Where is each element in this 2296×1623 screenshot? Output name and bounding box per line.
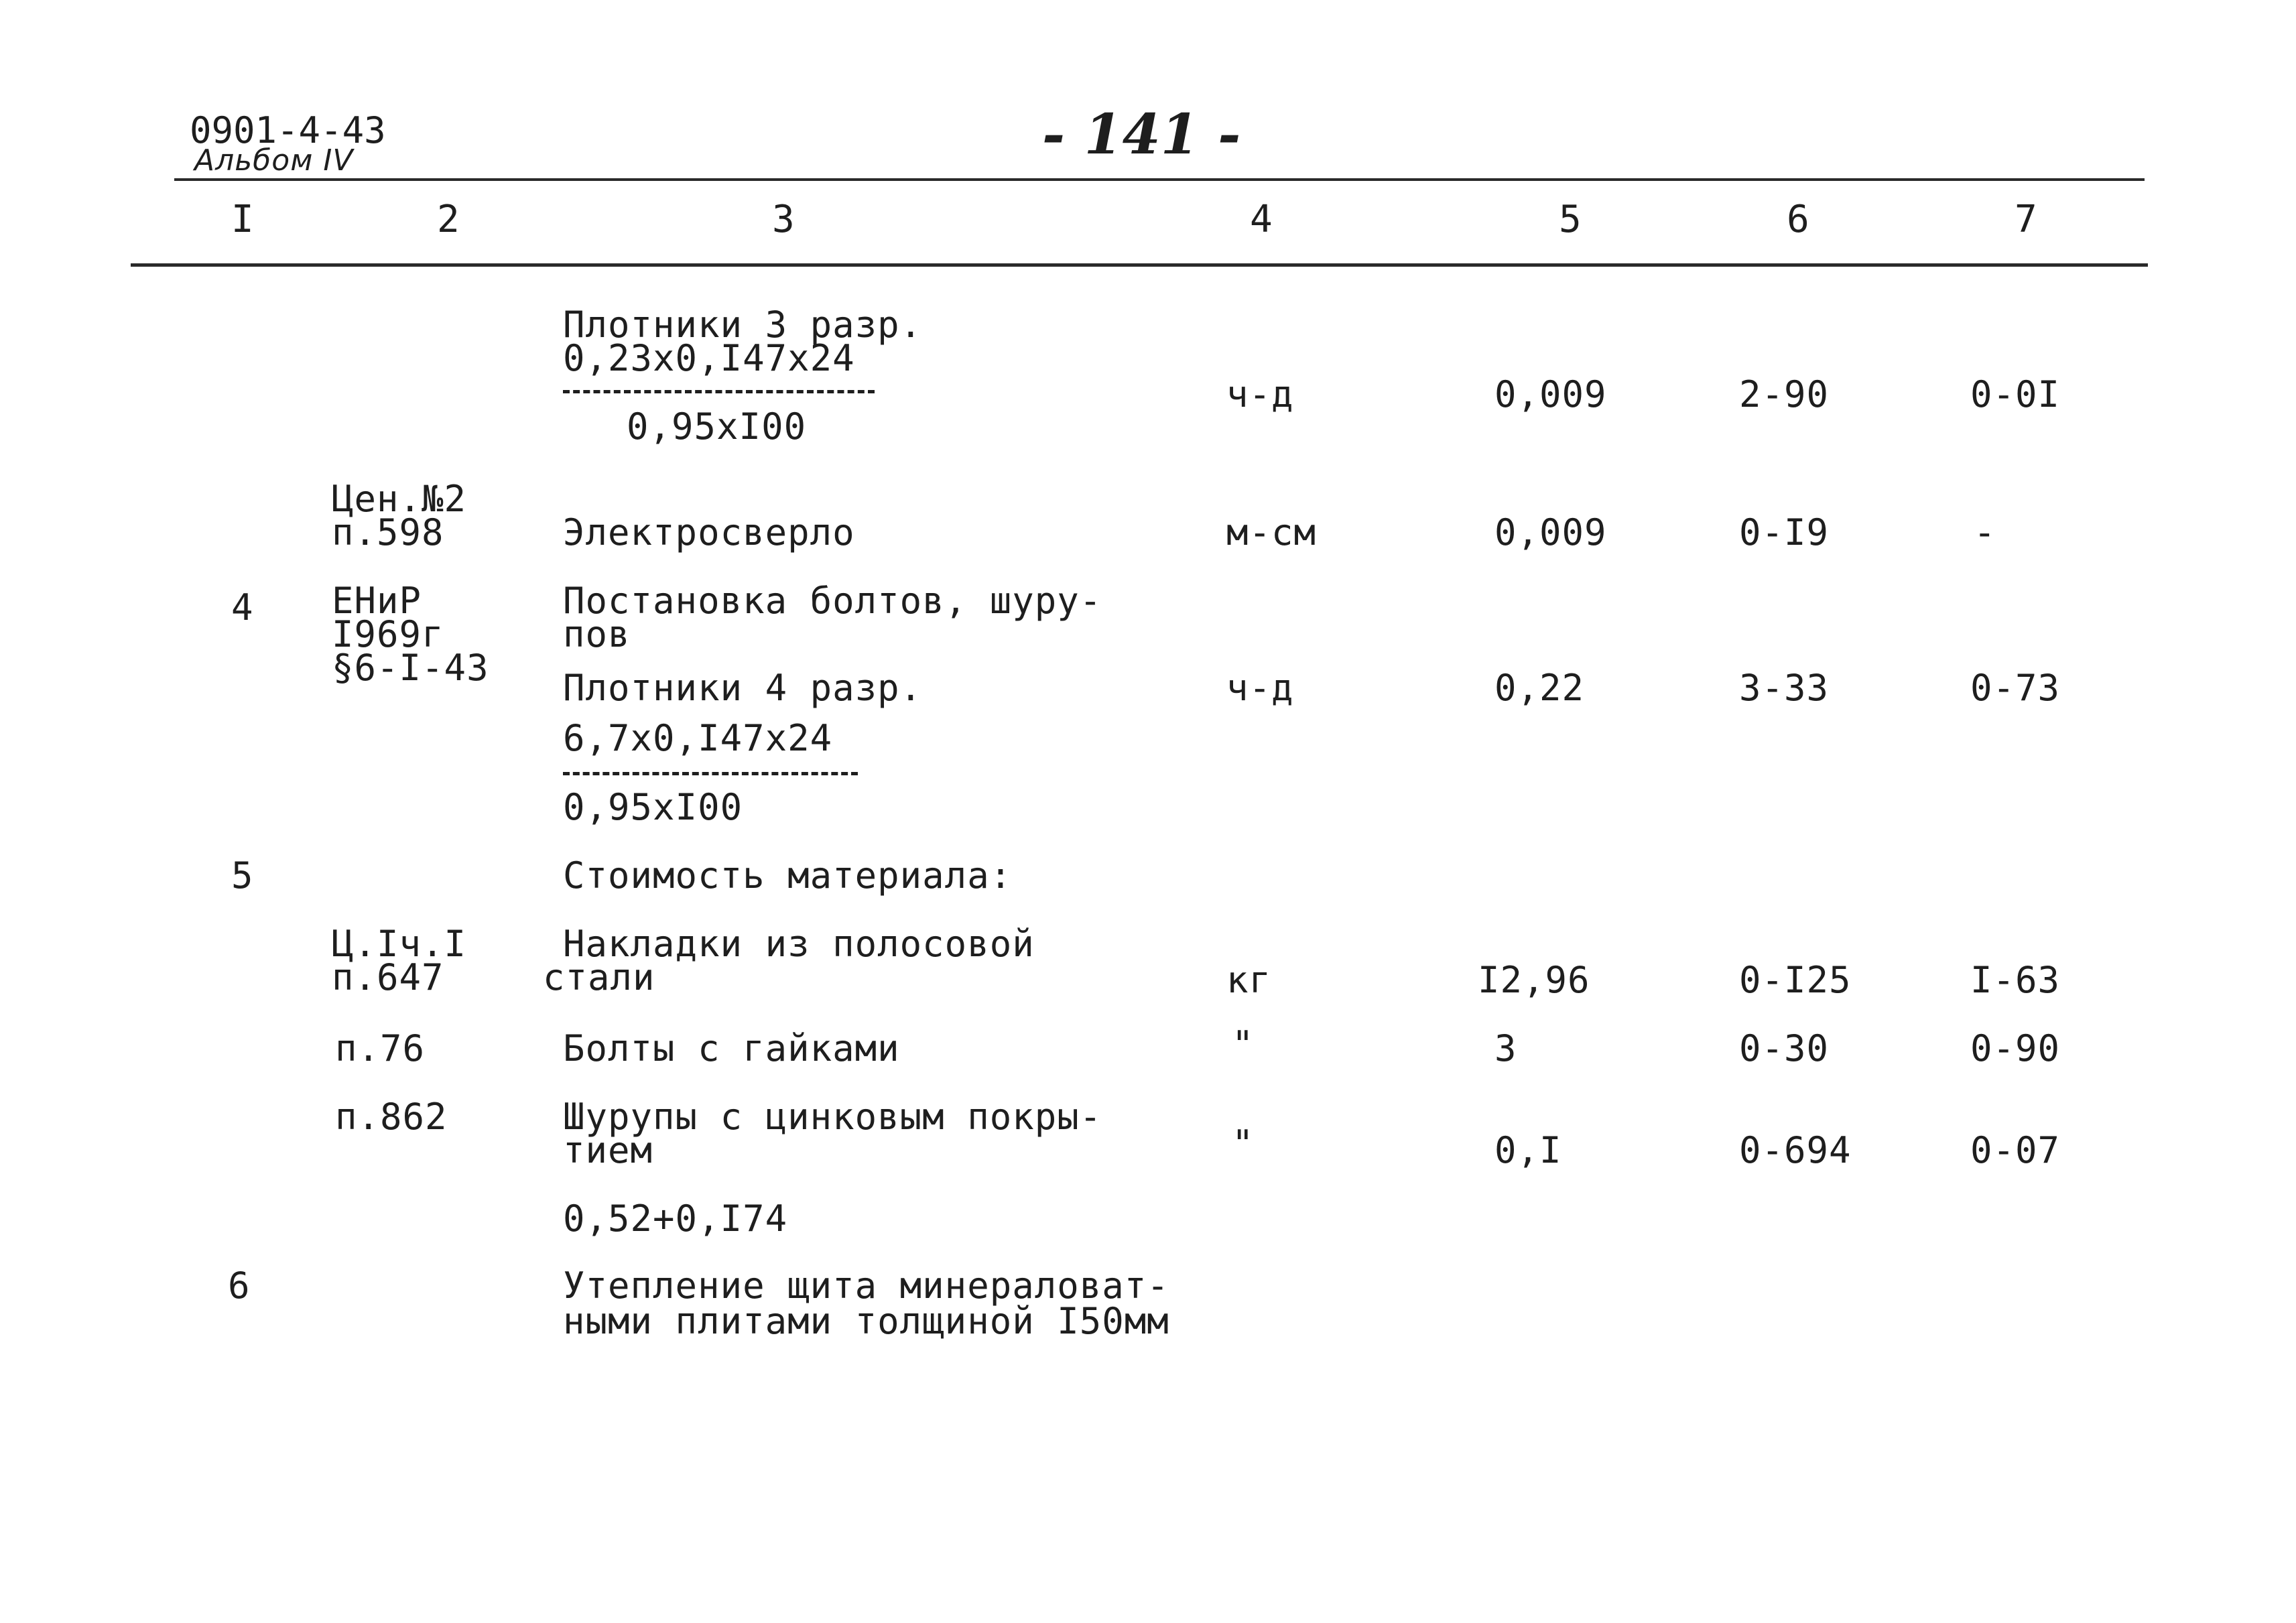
row-number: 6 [228, 1264, 251, 1307]
row-desc-line: Плотники 3 разр. [563, 304, 923, 346]
row-qty: 0,I [1494, 1129, 1562, 1171]
row-unit: ч-д [1226, 667, 1294, 709]
row-cost: 0-0I [1970, 373, 2061, 415]
row-desc-line: 0,23х0,I47х24 [563, 337, 855, 379]
row-ref-line: ЕНиР [332, 580, 422, 622]
row-unit: " [1232, 1023, 1255, 1065]
album-label: Альбом IV [194, 143, 354, 178]
row-qty: 0,22 [1494, 667, 1585, 709]
row-cost: 0-90 [1970, 1027, 2061, 1069]
row-ref-line: п.598 [332, 511, 444, 554]
header-bottom-rule [131, 263, 2148, 267]
page-number: - 141 - [1042, 103, 1241, 167]
row-qty: 0,009 [1494, 373, 1607, 415]
header-top-rule [174, 178, 2145, 181]
row-unit: " [1232, 1122, 1255, 1165]
row-ref-line: п.647 [332, 956, 444, 998]
row-denominator: 0,95хI00 [563, 786, 743, 828]
row-ref-line: п.862 [335, 1096, 448, 1138]
row-desc-line: Постановка болтов, шуру- [563, 580, 1102, 622]
row-price: 0-I9 [1739, 511, 1830, 554]
row-ref-line: п.76 [335, 1027, 426, 1069]
row-unit: кг [1226, 959, 1272, 1001]
row-qty: 0,009 [1494, 511, 1607, 554]
row-desc-line: Накладки из полосовой [563, 923, 1035, 965]
row-desc-line: Утепление щита минераловат- [563, 1264, 1169, 1307]
fraction-line [563, 772, 858, 775]
row-number: 5 [231, 854, 254, 897]
row-cost: 0-73 [1970, 667, 2061, 709]
column-header-2: 2 [437, 198, 460, 241]
row-desc-line: Шурупы с цинковым покры- [563, 1096, 1102, 1138]
row-price: 0-694 [1739, 1129, 1852, 1171]
fraction-line [563, 390, 875, 393]
row-qty: I2,96 [1478, 959, 1590, 1001]
row-number: 4 [231, 586, 254, 629]
row-desc-line: 0,52+0,I74 [563, 1197, 788, 1240]
row-denominator: 0,95хI00 [627, 405, 807, 448]
row-desc-line: Плотники 4 разр. [563, 667, 923, 709]
column-header-3: 3 [772, 198, 795, 241]
row-ref-line: §6-I-43 [332, 647, 489, 689]
row-desc-line: Болты с гайками [563, 1027, 900, 1069]
row-price: 0-I25 [1739, 959, 1852, 1001]
column-header-5: 5 [1559, 198, 1582, 241]
row-cost: 0-07 [1970, 1129, 2061, 1171]
row-qty: 3 [1494, 1027, 1517, 1069]
row-unit: м-см [1226, 511, 1317, 554]
row-cost: I-63 [1970, 959, 2061, 1001]
row-price: 2-90 [1739, 373, 1830, 415]
row-desc-line: стали [543, 956, 655, 998]
row-ref-line: Ц.Iч.I [332, 923, 467, 965]
column-header-7: 7 [2015, 198, 2037, 241]
column-header-6: 6 [1787, 198, 1809, 241]
row-desc-line: Стоимость материала: [563, 854, 1013, 897]
row-desc-line: тием [563, 1129, 653, 1171]
row-price: 0-30 [1739, 1027, 1830, 1069]
row-desc-line: ными плитами толщиной I50мм [563, 1300, 1169, 1342]
row-ref-line: I969г [332, 613, 444, 655]
row-desc-line: Электросверло [563, 511, 855, 554]
row-ref-line: Цен.№2 [332, 478, 467, 520]
row-desc-line: пов [563, 613, 631, 655]
row-desc-line: 6,7х0,I47х24 [563, 717, 833, 759]
row-unit: ч-д [1226, 373, 1294, 415]
column-header-4: 4 [1250, 198, 1273, 241]
column-header-1: I [231, 198, 254, 241]
document-code: 0901-4-43 [190, 109, 386, 151]
row-cost: - [1974, 511, 1996, 554]
row-price: 3-33 [1739, 667, 1830, 709]
